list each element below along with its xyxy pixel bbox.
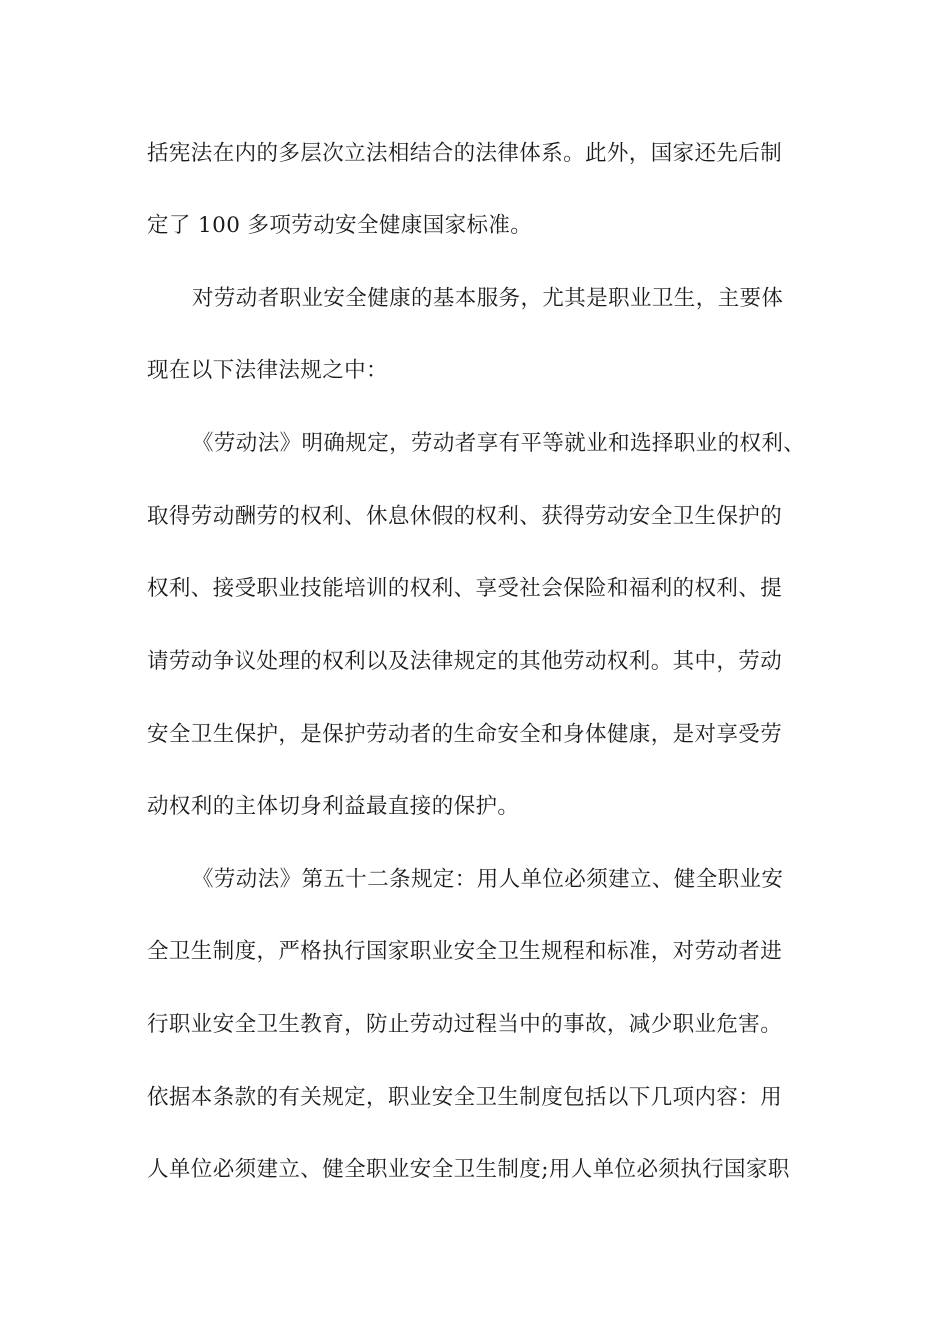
text-line-2: 定了 100 多项劳动安全健康国家标准。 bbox=[147, 213, 533, 238]
text-line-9: 安全卫生保护，是保护劳动者的生命安全和身体健康，是对享受劳 bbox=[147, 722, 783, 747]
text-line-12: 全卫生制度，严格执行国家职业安全卫生规程和标准，对劳动者进 bbox=[147, 939, 783, 964]
text-line-7: 权利、接受职业技能培训的权利、享受社会保险和福利的权利、提 bbox=[147, 576, 783, 601]
text-line-10: 动权利的主体切身利益最直接的保护。 bbox=[147, 794, 520, 819]
text-line-3: 对劳动者职业安全健康的基本服务，尤其是职业卫生，主要体 bbox=[192, 286, 784, 311]
text-line-11: 《劳动法》第五十二条规定：用人单位必须建立、健全职业安 bbox=[192, 867, 784, 892]
text-line-15: 人单位必须建立、健全职业安全卫生制度;用人单位必须执行国家职 bbox=[147, 1157, 790, 1182]
text-line-14: 依据本条款的有关规定，职业安全卫生制度包括以下几项内容：用 bbox=[147, 1085, 783, 1110]
text-line-8: 请劳动争议处理的权利以及法律规定的其他劳动权利。其中，劳动 bbox=[147, 649, 783, 674]
text-line-4: 现在以下法律法规之中： bbox=[147, 358, 388, 383]
text-line-13: 行职业安全卫生教育，防止劳动过程当中的事故，减少职业危害。 bbox=[147, 1012, 783, 1037]
text-line-6: 取得劳动酬劳的权利、休息休假的权利、获得劳动安全卫生保护的 bbox=[147, 504, 783, 529]
text-line-5: 《劳动法》明确规定，劳动者享有平等就业和选择职业的权利、 bbox=[192, 431, 806, 456]
text-line-1: 括宪法在内的多层次立法相结合的法律体系。此外，国家还先后制 bbox=[147, 141, 783, 166]
